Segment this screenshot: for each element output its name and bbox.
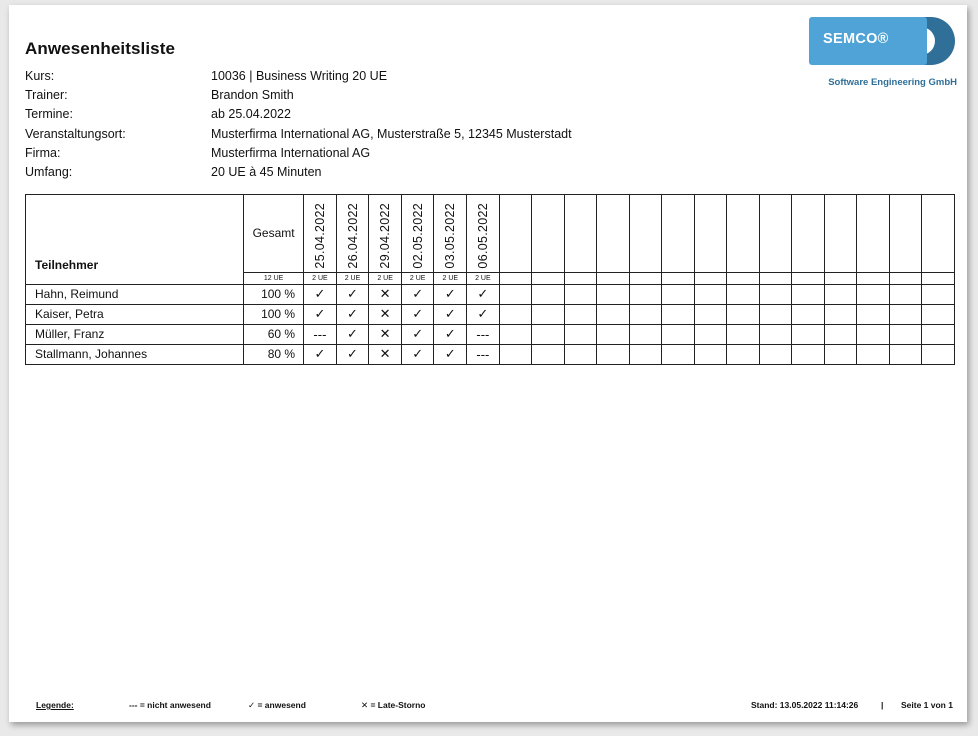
date-header-cell bbox=[467, 195, 500, 273]
attendance-mark: ✓ bbox=[401, 284, 434, 304]
empty-cell bbox=[564, 304, 597, 324]
meta-row bbox=[25, 105, 572, 124]
meta-label: Termine: bbox=[25, 107, 73, 122]
empty-ue-cell bbox=[662, 272, 695, 284]
empty-cell bbox=[597, 284, 630, 304]
attendance-total: 100 % bbox=[244, 284, 304, 304]
empty-cell bbox=[824, 284, 857, 304]
footer-page-number: Seite 1 von 1 bbox=[901, 700, 953, 710]
date-header: 03.05.2022 bbox=[443, 203, 458, 269]
empty-cell bbox=[532, 284, 565, 304]
empty-cell bbox=[629, 324, 662, 344]
footer-separator: | bbox=[881, 700, 884, 710]
participant-name: Kaiser, Petra bbox=[26, 304, 244, 324]
attendance-mark: --- bbox=[467, 344, 500, 364]
attendance-mark: ✓ bbox=[434, 304, 467, 324]
attendance-mark: ✓ bbox=[434, 344, 467, 364]
total-ue: 12 UE bbox=[244, 272, 304, 284]
attendance-mark: ✕ bbox=[369, 324, 402, 344]
empty-cell bbox=[889, 344, 922, 364]
empty-cell bbox=[889, 304, 922, 324]
empty-cell bbox=[759, 344, 792, 364]
empty-ue-cell bbox=[824, 272, 857, 284]
date-ue: 2 UE bbox=[467, 272, 500, 284]
participant-header: Teilnehmer bbox=[35, 258, 99, 273]
meta-label: Veranstaltungsort: bbox=[25, 126, 126, 141]
date-header: 26.04.2022 bbox=[345, 203, 360, 269]
meta-label: Umfang: bbox=[25, 164, 73, 179]
empty-cell bbox=[727, 304, 760, 324]
empty-ue-cell bbox=[889, 272, 922, 284]
empty-date-cell bbox=[662, 195, 695, 273]
participant-name: Hahn, Reimund bbox=[26, 284, 244, 304]
empty-cell bbox=[727, 284, 760, 304]
empty-ue-cell bbox=[792, 272, 825, 284]
empty-ue-cell bbox=[499, 272, 532, 284]
total-header: Gesamt bbox=[244, 195, 304, 273]
empty-cell bbox=[857, 344, 890, 364]
attendance-mark: ✕ bbox=[369, 304, 402, 324]
attendance-mark: ✓ bbox=[336, 324, 369, 344]
participant-header-spacer bbox=[26, 272, 244, 284]
empty-cell bbox=[629, 344, 662, 364]
meta-value: ab 25.04.2022 bbox=[211, 107, 291, 122]
empty-ue-cell bbox=[857, 272, 890, 284]
empty-cell bbox=[662, 324, 695, 344]
empty-date-cell bbox=[922, 195, 955, 273]
empty-cell bbox=[532, 304, 565, 324]
date-header: 02.05.2022 bbox=[410, 203, 425, 269]
participant-name: Stallmann, Johannes bbox=[26, 344, 244, 364]
attendance-mark: ✓ bbox=[467, 304, 500, 324]
attendance-mark: ✓ bbox=[434, 324, 467, 344]
empty-cell bbox=[824, 324, 857, 344]
date-header-cell bbox=[336, 195, 369, 273]
table-row bbox=[26, 284, 955, 304]
meta-row bbox=[25, 125, 572, 144]
empty-date-cell bbox=[532, 195, 565, 273]
meta-row bbox=[25, 163, 572, 182]
meta-value: Brandon Smith bbox=[211, 88, 294, 103]
empty-cell bbox=[727, 324, 760, 344]
meta-row bbox=[25, 67, 572, 86]
empty-cell bbox=[824, 344, 857, 364]
attendance-mark: ✓ bbox=[434, 284, 467, 304]
attendance-mark: ✓ bbox=[467, 284, 500, 304]
empty-cell bbox=[792, 304, 825, 324]
empty-cell bbox=[597, 324, 630, 344]
attendance-mark: ✓ bbox=[304, 284, 337, 304]
attendance-total: 100 % bbox=[244, 304, 304, 324]
empty-date-cell bbox=[792, 195, 825, 273]
meta-row bbox=[25, 86, 572, 105]
attendance-mark: ✓ bbox=[401, 304, 434, 324]
empty-cell bbox=[499, 324, 532, 344]
meta-label: Kurs: bbox=[25, 69, 55, 83]
date-header: 29.04.2022 bbox=[378, 203, 393, 269]
empty-cell bbox=[792, 344, 825, 364]
empty-cell bbox=[792, 324, 825, 344]
empty-date-cell bbox=[564, 195, 597, 273]
date-ue: 2 UE bbox=[369, 272, 402, 284]
attendance-mark: ✓ bbox=[401, 344, 434, 364]
footer-timestamp: Stand: 13.05.2022 11:14:26 bbox=[751, 700, 859, 710]
meta-value: 20 UE à 45 Minuten bbox=[211, 164, 322, 179]
empty-ue-cell bbox=[694, 272, 727, 284]
empty-date-cell bbox=[824, 195, 857, 273]
empty-cell bbox=[922, 344, 955, 364]
attendance-total: 80 % bbox=[244, 344, 304, 364]
empty-cell bbox=[597, 344, 630, 364]
legend-late-storno: ✕ = Late-Storno bbox=[361, 700, 426, 710]
empty-cell bbox=[662, 344, 695, 364]
empty-ue-cell bbox=[759, 272, 792, 284]
empty-ue-cell bbox=[532, 272, 565, 284]
empty-cell bbox=[759, 324, 792, 344]
meta-value: 10036 | Business Writing 20 UE bbox=[211, 69, 388, 83]
empty-cell bbox=[597, 304, 630, 324]
empty-cell bbox=[857, 304, 890, 324]
empty-cell bbox=[857, 324, 890, 344]
empty-cell bbox=[694, 344, 727, 364]
empty-date-cell bbox=[694, 195, 727, 273]
attendance-document bbox=[9, 5, 967, 722]
attendance-mark: ✕ bbox=[369, 344, 402, 364]
document-title: Anwesenheitsliste bbox=[25, 39, 176, 58]
empty-date-cell bbox=[759, 195, 792, 273]
date-ue: 2 UE bbox=[304, 272, 337, 284]
empty-cell bbox=[629, 304, 662, 324]
empty-date-cell bbox=[629, 195, 662, 273]
attendance-mark: --- bbox=[304, 324, 337, 344]
empty-cell bbox=[889, 284, 922, 304]
empty-cell bbox=[759, 304, 792, 324]
legend-present: ✓ = anwesend bbox=[248, 700, 306, 710]
empty-cell bbox=[629, 284, 662, 304]
empty-cell bbox=[532, 324, 565, 344]
empty-cell bbox=[922, 324, 955, 344]
date-header-cell bbox=[369, 195, 402, 273]
empty-cell bbox=[694, 284, 727, 304]
empty-cell bbox=[694, 304, 727, 324]
empty-cell bbox=[922, 304, 955, 324]
date-header-cell bbox=[304, 195, 337, 273]
empty-cell bbox=[499, 284, 532, 304]
empty-cell bbox=[694, 324, 727, 344]
date-ue: 2 UE bbox=[401, 272, 434, 284]
empty-cell bbox=[564, 284, 597, 304]
empty-cell bbox=[792, 284, 825, 304]
date-header: 06.05.2022 bbox=[475, 203, 490, 269]
empty-cell bbox=[759, 284, 792, 304]
meta-label: Firma: bbox=[25, 145, 61, 160]
empty-cell bbox=[662, 284, 695, 304]
empty-date-cell bbox=[889, 195, 922, 273]
course-meta bbox=[25, 67, 572, 182]
date-header-cell bbox=[434, 195, 467, 273]
ue-row bbox=[26, 272, 955, 284]
empty-cell bbox=[499, 344, 532, 364]
meta-row bbox=[25, 144, 572, 163]
participant-name: Müller, Franz bbox=[26, 324, 244, 344]
logo-wordmark: SEMCO® bbox=[823, 31, 889, 47]
empty-ue-cell bbox=[597, 272, 630, 284]
empty-ue-cell bbox=[564, 272, 597, 284]
attendance-mark: ✓ bbox=[336, 284, 369, 304]
attendance-table bbox=[25, 194, 955, 365]
meta-label: Trainer: bbox=[25, 88, 68, 103]
table-row bbox=[26, 324, 955, 344]
empty-ue-cell bbox=[727, 272, 760, 284]
table-header-row bbox=[26, 195, 955, 273]
attendance-mark: ✕ bbox=[369, 284, 402, 304]
date-header: 25.04.2022 bbox=[312, 203, 327, 269]
attendance-mark: ✓ bbox=[304, 304, 337, 324]
attendance-mark: ✓ bbox=[336, 304, 369, 324]
empty-cell bbox=[922, 284, 955, 304]
attendance-mark: ✓ bbox=[401, 324, 434, 344]
empty-date-cell bbox=[857, 195, 890, 273]
empty-cell bbox=[532, 344, 565, 364]
empty-date-cell bbox=[597, 195, 630, 273]
empty-ue-cell bbox=[629, 272, 662, 284]
date-ue: 2 UE bbox=[434, 272, 467, 284]
legend-absent: --- = nicht anwesend bbox=[129, 700, 211, 710]
table-row bbox=[26, 304, 955, 324]
meta-value: Musterfirma International AG, Musterstraße 5, 12345 Musterstadt bbox=[211, 126, 572, 141]
empty-date-cell bbox=[727, 195, 760, 273]
empty-cell bbox=[857, 284, 890, 304]
attendance-mark: ✓ bbox=[336, 344, 369, 364]
empty-ue-cell bbox=[922, 272, 955, 284]
attendance-mark: ✓ bbox=[304, 344, 337, 364]
attendance-mark: --- bbox=[467, 324, 500, 344]
empty-cell bbox=[727, 344, 760, 364]
attendance-total: 60 % bbox=[244, 324, 304, 344]
empty-cell bbox=[564, 324, 597, 344]
legend-label: Legende: bbox=[36, 700, 74, 710]
date-ue: 2 UE bbox=[336, 272, 369, 284]
empty-date-cell bbox=[499, 195, 532, 273]
empty-cell bbox=[499, 304, 532, 324]
empty-cell bbox=[889, 324, 922, 344]
participant-header-cell bbox=[26, 195, 244, 273]
empty-cell bbox=[824, 304, 857, 324]
date-header-cell bbox=[401, 195, 434, 273]
meta-value: Musterfirma International AG bbox=[211, 145, 371, 160]
empty-cell bbox=[564, 344, 597, 364]
empty-cell bbox=[662, 304, 695, 324]
table-row bbox=[26, 344, 955, 364]
logo-subtitle: Software Engineering GmbH bbox=[828, 77, 957, 88]
company-logo bbox=[809, 17, 957, 95]
